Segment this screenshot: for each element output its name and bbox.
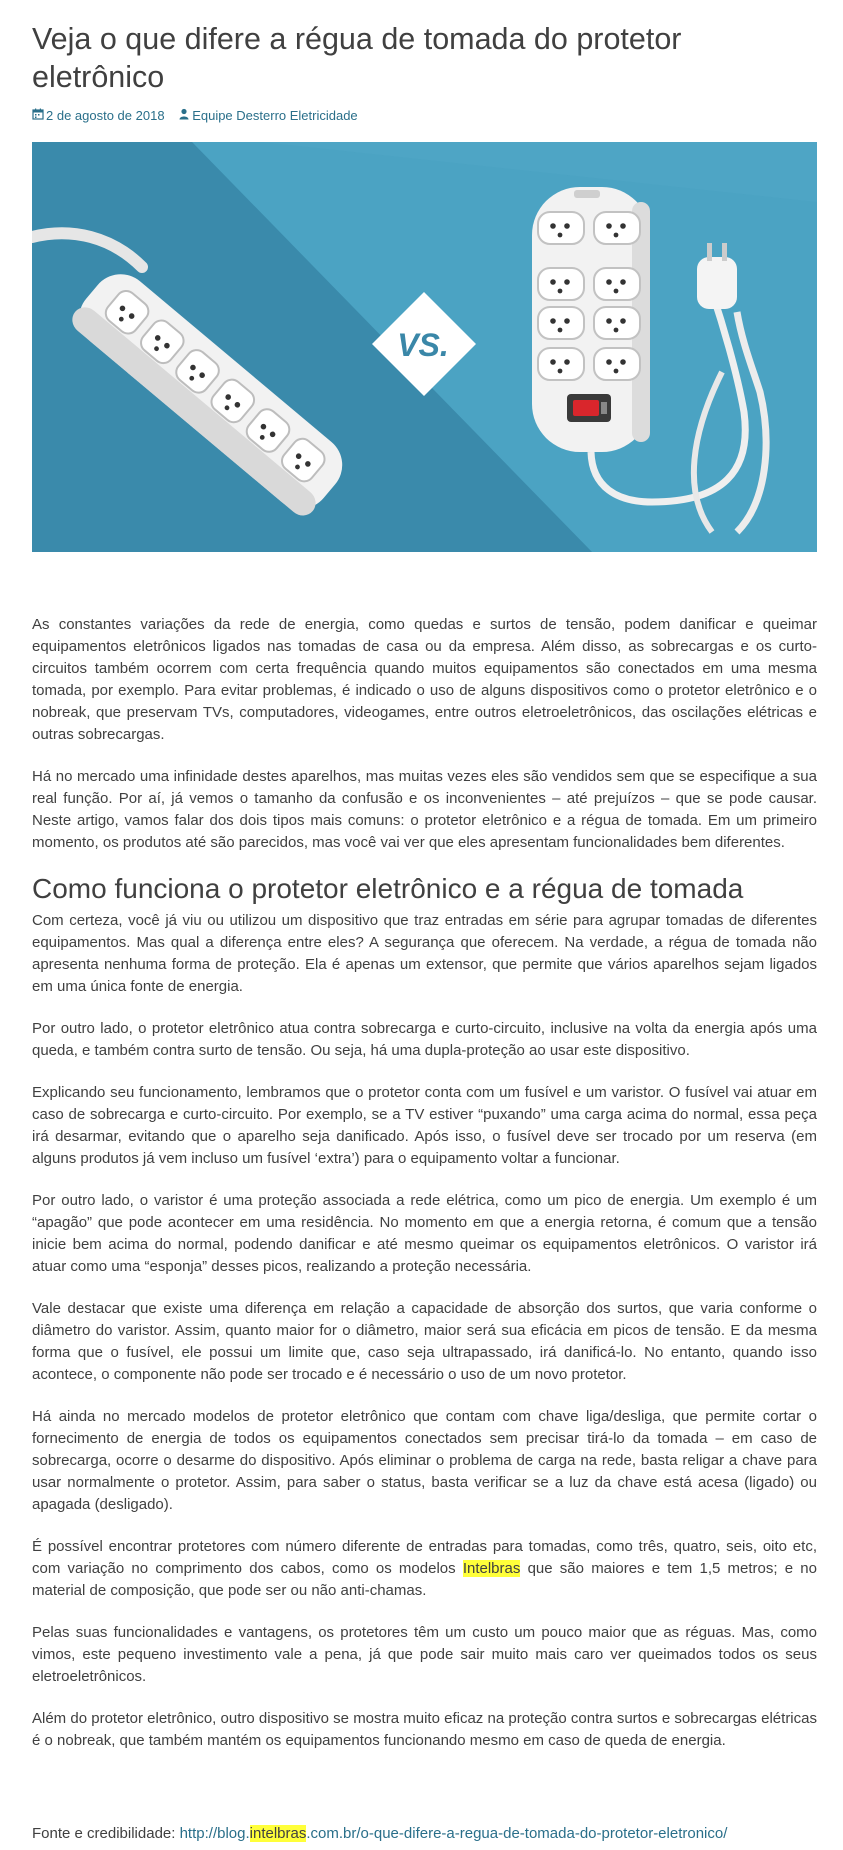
- brand-paragraph-before: É possível encontrar protetores com número diferente de entradas para tomadas, como três, quatro, seis, oito etc, com variação no comprimento dos cabos, como os modelos: [32, 1538, 817, 1577]
- user-icon: [178, 108, 190, 120]
- article-title: Veja o que difere a régua de tomada do protetor eletrônico: [32, 22, 682, 94]
- section-paragraph-2: Por outro lado, o protetor eletrônico atua contra sobrecarga e curto-circuito, inclusive na volta da energia após uma queda, e também contra surto de tensão. Ou seja, há uma dupla-proteção ao usar este dispositivo.: [32, 1020, 817, 1059]
- article: [32, 0, 817, 1842]
- closing-paragraph-1: Pelas suas funcionalidades e vantagens, os protetores têm um custo um pouco maior que as réguas. Mas, como vimos, este pequeno investimento vale a pena, já que pode sair muito mais caro ver queimados todos os seus eletroeletrônicos.: [32, 1624, 817, 1685]
- source-link-highlight[interactable]: intelbras: [249, 1825, 307, 1842]
- post-author-text[interactable]: Equipe Desterro Eletricidade: [192, 107, 358, 123]
- section-paragraph-3: Explicando seu funcionamento, lembramos que o protetor conta com um fusível e um varistor. O fusível vai atuar em caso de sobrecarga e curto-circuito. Por exemplo, se a TV estiver “puxando” uma carga acima do normal, essa peça irá desarmar, evitando que o aparelho seja danificado. Após isso, o fusível deve ser trocado por um reserva (em alguns produtos já vem incluso um fusível ‘extra’) para o equipamento voltar a funcionar.: [32, 1084, 817, 1167]
- brand-highlight: Intelbras: [462, 1560, 521, 1577]
- calendar-icon: [32, 108, 44, 120]
- section-title: Como funciona o protetor eletrônico e a régua de tomada: [32, 873, 744, 904]
- source-label: Fonte e credibilidade:: [32, 1825, 180, 1842]
- section-paragraph-5: Vale destacar que existe uma diferença em relação a capacidade de absorção dos surtos, que varia conforme o diâmetro do varistor. Assim, quanto maior for o diâmetro, maior será sua eficácia em picos de tensão. E da mesma forma que o fusível, ele possui um limite que, caso seja ultrapassado, irá danificá-lo. No entanto, quando isso acontece, o componente não pode ser trocado e é necessário o uso de um novo protetor.: [32, 1300, 817, 1383]
- closing-paragraph-2: Além do protetor eletrônico, outro dispositivo se mostra muito eficaz na proteção contra surtos e sobrecargas elétricas é o nobreak, que também mantém os equipamentos funcionando mesmo em caso de queda de energia.: [32, 1710, 817, 1749]
- brand-paragraph-after: que são maiores e tem 1,5 metros; e no material de composição, que pode ser ou não anti-chamas.: [32, 1560, 817, 1599]
- source-link[interactable]: [180, 1825, 728, 1842]
- post-date[interactable]: [32, 106, 165, 125]
- section-paragraph-1: Com certeza, você já viu ou utilizou um dispositivo que traz entradas em série para agrupar tomadas de diferentes equipamentos. Mas qual a diferença entre eles? A segurança que oferecem. Na verdade, a régua de tomada não apresenta nenhuma forma de proteção. Ela é apenas um extensor, que permite que vários aparelhos sejam ligados em uma única fonte de energia.: [32, 912, 817, 995]
- source-credit: [32, 1823, 727, 1845]
- vs-label: VS.: [397, 327, 449, 363]
- hero-image: [32, 142, 817, 552]
- source-link-after[interactable]: .com.br/o-que-difere-a-regua-de-tomada-do-protetor-eletronico/: [306, 1825, 728, 1842]
- hero-illustration: [32, 142, 817, 552]
- post-meta: [32, 106, 817, 124]
- post-date-text[interactable]: 2 de agosto de 2018: [46, 107, 165, 123]
- post-author[interactable]: [178, 106, 357, 125]
- section-paragraph-6: Há ainda no mercado modelos de protetor eletrônico que contam com chave liga/desliga, que permite cortar o fornecimento de energia de todos os equipamentos conectados sem precisar tirá-lo da tomada – em caso de sobrecarga, ocorre o desarme do dispositivo. Após eliminar o problema de carga na rede, basta religar a chave para usar normalmente o protetor. Assim, para saber o status, basta verificar se a luz da chave está acesa (ligado) ou apagada (desligado).: [32, 1408, 817, 1513]
- section-paragraph-4: Por outro lado, o varistor é uma proteção associada a rede elétrica, como um pico de energia. Um exemplo é um “apagão” que pode acontecer em uma residência. No momento em que a energia retorna, é comum que a tensão inicie bem acima do normal, podendo danificar e até mesmo queimar os equipamentos eletrônicos. O varistor irá atuar como uma “esponja” desses picos, realizando a proteção necessária.: [32, 1192, 817, 1275]
- intro-paragraph-2: Há no mercado uma infinidade destes aparelhos, mas muitas vezes eles são vendidos sem que se especifique a sua real função. Por aí, já vemos o tamanho da confusão e os inconvenientes – até prejuízos – que se pode causar. Neste artigo, vamos falar dos dois tipos mais comuns: o protetor eletrônico e a régua de tomada. Em um primeiro momento, os produtos até são parecidos, mas você vai ver que eles apresentam funcionalidades bem diferentes.: [32, 768, 817, 851]
- source-link-before[interactable]: http://blog.: [179, 1825, 250, 1842]
- intro-paragraph-1: As constantes variações da rede de energia, como quedas e surtos de tensão, podem danificar e queimar equipamentos eletrônicos ligados nas tomadas de casa ou da empresa. Além disso, as sobrecargas e os curto-circuitos também ocorrem com certa frequência quando muitos equipamentos são conectados em uma mesma tomada, por exemplo. Para evitar problemas, é indicado o uso de alguns dispositivos como o protetor eletrônico e o nobreak, que preservam TVs, computadores, videogames, entre outros eletroeletrônicos, das oscilações elétricas e outras sobrecargas.: [32, 616, 817, 743]
- brand-paragraph: [32, 1536, 817, 1602]
